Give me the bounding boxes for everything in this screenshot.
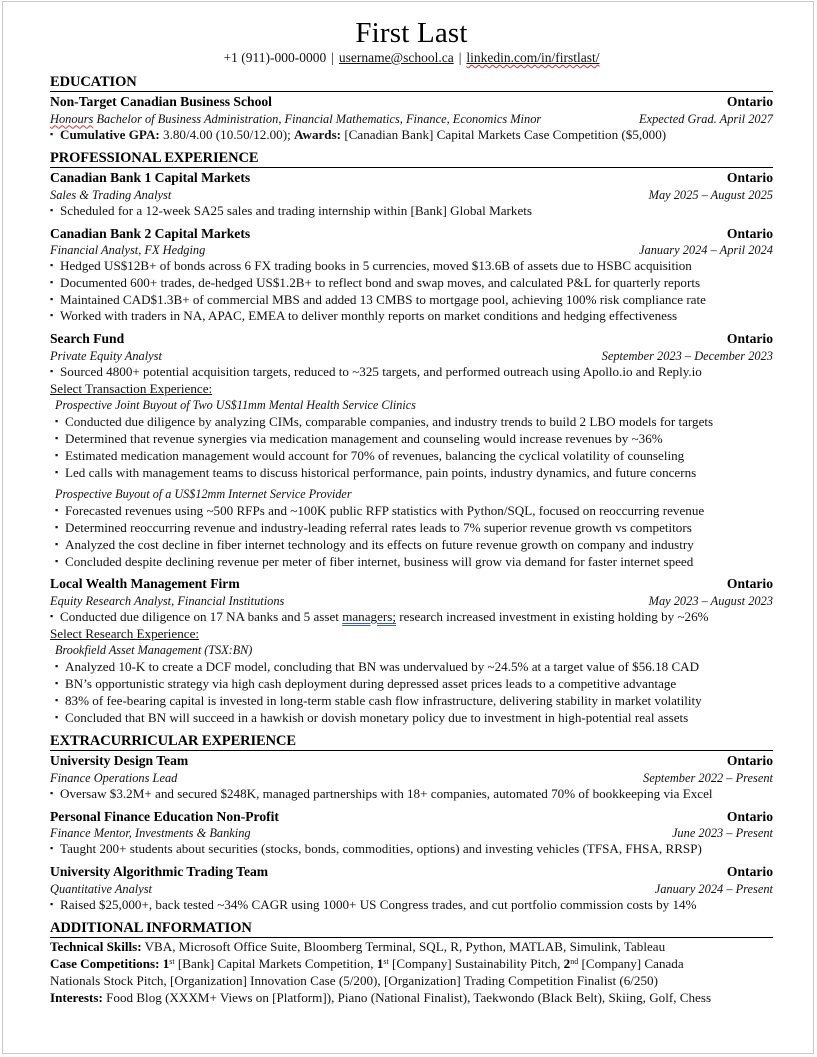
- section-title-professional: PROFESSIONAL EXPERIENCE: [50, 150, 773, 168]
- linkedin-link[interactable]: [466, 50, 599, 65]
- linkedin-text: linkedin.com/in/firstlast/: [466, 50, 600, 65]
- bullet-icon: ▪: [50, 260, 54, 271]
- case-competitions: [50, 956, 773, 973]
- section-title-education: EDUCATION: [50, 74, 773, 92]
- school-location: Ontario: [726, 94, 773, 109]
- skills-value: VBA, Microsoft Office Suite, Bloomberg Terminal, SQL, R, Python, MATLAB, Simulink, Tableau: [141, 939, 666, 955]
- bullet-item: [50, 258, 773, 275]
- bullet-item: [55, 431, 773, 448]
- bullet-item: [50, 897, 773, 914]
- extracurricular-entry: [50, 752, 773, 802]
- extracurricular-section: [50, 733, 773, 913]
- location: Ontario: [726, 576, 773, 592]
- education-entry: [50, 93, 773, 143]
- case-text: [Company] Sustainability Pitch,: [388, 956, 564, 972]
- school-name: Non-Target Canadian Business School: [50, 94, 272, 109]
- case-text: [Bank] Capital Markets Competition,: [174, 956, 377, 972]
- bullet-item: [55, 465, 773, 482]
- bullet-icon: ▪: [55, 505, 59, 516]
- project-bullets: [50, 503, 773, 570]
- subheading: Select Research Experience:: [50, 625, 200, 641]
- degree: [50, 111, 541, 127]
- bullet-text: Concluded despite declining revenue per meter of fiber internet, business will grow via demand for faster internet speed: [65, 553, 694, 569]
- rank-suffix: st: [169, 957, 175, 967]
- location: Ontario: [726, 808, 773, 824]
- case-text: [Company] Canada: [578, 956, 684, 972]
- interests-label: Interests:: [50, 989, 103, 1005]
- employer: Local Wealth Management Firm: [50, 576, 240, 592]
- contact-line: [50, 49, 773, 67]
- location: Ontario: [726, 331, 773, 347]
- additional-section: [50, 920, 773, 1006]
- bullet-text: Analyzed the cost decline in fiber internet technology and its effects on future revenue growth on company and industry: [65, 536, 694, 552]
- role-title: Finance Operations Lead: [50, 770, 178, 785]
- interests: [50, 990, 773, 1007]
- interests-value: Food Blog (XXXM+ Views on [Platform]), Piano (National Finalist), Taekwondo (Black Belt), Skiing, Golf, Chess: [102, 989, 712, 1005]
- awards-label: Awards:: [294, 126, 342, 142]
- bullet-item: [55, 503, 773, 520]
- bullet-text: Led calls with management teams to discuss historical performance, pain points, industry dynamics, and future concerns: [65, 464, 697, 480]
- awards-value: [Canadian Bank] Capital Markets Case Competition ($5,000): [341, 126, 667, 142]
- cases-label: Case Competitions:: [50, 956, 160, 972]
- bullet-icon: ▪: [55, 661, 59, 672]
- bullet-text: Raised $25,000+, back tested ~34% CAGR using 1000+ US Congress trades, and cut portfolio commission costs by 14%: [60, 896, 697, 912]
- rank: 1: [162, 956, 170, 972]
- bullet-text: Determined reoccurring revenue and industry-leading referral rates leads to 7% superior revenue growth vs competitors: [65, 519, 692, 535]
- bullet-icon: ▪: [50, 128, 54, 139]
- role-dates: September 2022 – Present: [643, 770, 773, 785]
- bullet-icon: ▪: [50, 787, 54, 798]
- extracurricular-entry: [50, 808, 773, 858]
- bullet-item: [55, 520, 773, 537]
- rank-suffix: st: [383, 957, 389, 967]
- bullet-text: Concluded that BN will succeed in a hawkish or dovish monetary policy due to investment in high-potential real assets: [65, 709, 689, 725]
- bullet-icon: ▪: [50, 276, 54, 287]
- bullet-text: [60, 609, 709, 626]
- bullet-text: 83% of fee-bearing capital is invested in long-term stable cash flow infrastructure, delivering stability in market volatility: [65, 692, 702, 708]
- bullet-item: [55, 676, 773, 693]
- project-bullets: [50, 659, 773, 726]
- bullet-text: Conducted due diligence by analyzing CIMs, comparable companies, and industry trends to build 2 LBO models for targets: [65, 414, 714, 430]
- rank-suffix: nd: [570, 957, 579, 967]
- bullet-icon: ▪: [55, 521, 59, 532]
- project-title: Prospective Buyout of a US$12mm Internet Service Provider: [55, 487, 352, 502]
- bullet-item: [55, 448, 773, 465]
- section-title-extracurricular: EXTRACURRICULAR EXPERIENCE: [50, 733, 773, 751]
- bullet-icon: ▪: [50, 204, 54, 215]
- project-title: Brookfield Asset Management (TSX:BN): [55, 643, 253, 658]
- bullet-text: Hedged US$12B+ of bonds across 6 FX trading books in 5 currencies, moved $13.6B of assets due to HSBC acquisition: [60, 258, 692, 274]
- bullet-item: [55, 710, 773, 727]
- location: Ontario: [726, 864, 773, 880]
- bullet-item: [55, 659, 773, 676]
- bullet-icon: ▪: [55, 555, 59, 566]
- section-title-additional: ADDITIONAL INFORMATION: [50, 920, 773, 938]
- bullet-icon: ▪: [50, 843, 54, 854]
- resume-page: [2, 1, 814, 1054]
- bullet-icon: ▪: [50, 898, 54, 909]
- bullet-text: Taught 200+ students about securities (stocks, bonds, commodities, options) and investing vehicles (TFSA, FHSA, RRSP): [60, 841, 702, 857]
- job-title: Private Equity Analyst: [50, 348, 162, 363]
- bullet-item: [50, 308, 773, 325]
- location: Ontario: [726, 170, 773, 186]
- organization: Personal Finance Education Non-Profit: [50, 808, 279, 824]
- employer: Canadian Bank 1 Capital Markets: [50, 170, 251, 186]
- location: Ontario: [726, 225, 773, 241]
- bullet-icon: ▪: [50, 293, 54, 304]
- bullet-item: [55, 537, 773, 554]
- experience-entry: [50, 575, 773, 726]
- bullet-item: [55, 693, 773, 710]
- gpa-value: 3.80/4.00 (10.50/12.00);: [159, 126, 294, 142]
- bullet-text-pre: Conducted due diligence on 17 NA banks and 5 asset: [60, 608, 343, 624]
- rank: 2: [563, 956, 571, 972]
- employer: Search Fund: [50, 331, 125, 347]
- experience-entry: [50, 330, 773, 570]
- bullet-text: Maintained CAD$1.3B+ of commercial MBS and added 13 CMBS to mortgage pool, achieving 100% risk compliance rate: [60, 291, 706, 307]
- skills-label: Technical Skills:: [50, 939, 142, 955]
- role-dates: January 2024 – Present: [654, 881, 773, 896]
- gpa-awards-bullet: [50, 127, 773, 144]
- bullet-text: BN’s opportunistic strategy via high cash deployment during depressed asset prices leads to a competitive advantage: [65, 676, 677, 692]
- bullet-text: Analyzed 10-K to create a DCF model, concluding that BN was undervalued by ~24.5% at a target value of $56.18 CAD: [65, 659, 700, 675]
- bullet-item: [50, 841, 773, 858]
- bullet-text: Worked with traders in NA, APAC, EMEA to deliver monthly reports on market conditions and hedging effectiveness: [60, 308, 678, 324]
- degree-rest: Bachelor of Business Administration, Financial Mathematics, Finance, Economics Minor: [93, 111, 542, 126]
- bullet-text: Forecasted revenues using ~500 RFPs and ~100K public RFP statistics with Python/SQL, focused on reoccurring revenue: [65, 503, 705, 519]
- gpa-label: Cumulative GPA:: [60, 126, 160, 142]
- project-bullets: [50, 414, 773, 481]
- organization: University Design Team: [50, 753, 189, 769]
- bullet-text: Sourced 4800+ potential acquisition targets, reduced to ~325 targets, and performed outreach using Apollo.io and Reply.io: [60, 363, 702, 379]
- education-section: [50, 74, 773, 143]
- bullet-item: [55, 414, 773, 431]
- bullet-icon: ▪: [55, 449, 59, 460]
- case-competitions-continued: Nationals Stock Pitch, [Organization] Innovation Case (5/200), [Organization] Trading Competition Finalist (6/250): [50, 972, 658, 988]
- location: Ontario: [726, 753, 773, 769]
- bullet-icon: ▪: [50, 310, 54, 321]
- role-title: Quantitative Analyst: [50, 881, 152, 896]
- bullet-text: Determined that revenue synergies via medication management and counseling would increase revenues by ~36%: [65, 430, 663, 446]
- organization: University Algorithmic Trading Team: [50, 864, 269, 880]
- bullet-item: [50, 203, 773, 220]
- experience-entry: [50, 169, 773, 219]
- bullet-item: [50, 275, 773, 292]
- bullet-icon: ▪: [55, 538, 59, 549]
- bullet-icon: ▪: [55, 678, 59, 689]
- bullet-item: [50, 609, 773, 626]
- employer: Canadian Bank 2 Capital Markets: [50, 225, 251, 241]
- grad-date: Expected Grad. April 2027: [639, 111, 773, 126]
- bullet-item: [50, 786, 773, 803]
- bullet-icon: ▪: [55, 432, 59, 443]
- job-dates: May 2023 – August 2023: [648, 593, 773, 608]
- separator: |: [331, 50, 334, 65]
- rank: 1: [376, 956, 384, 972]
- bullet-icon: ▪: [50, 365, 54, 376]
- job-title: Financial Analyst, FX Hedging: [50, 243, 206, 258]
- bullet-icon: ▪: [55, 711, 59, 722]
- separator: |: [458, 50, 462, 65]
- project-title: Prospective Joint Buyout of Two US$11mm Mental Health Service Clinics: [55, 398, 416, 413]
- bullet-icon: ▪: [50, 610, 54, 621]
- subheading: Select Transaction Experience:: [50, 380, 213, 396]
- bullet-text: Documented 600+ trades, de-hedged US$1.2B+ to reflect bond and swap moves, and calculated P&L for quarterly reports: [60, 274, 701, 290]
- role-dates: June 2023 – Present: [671, 826, 773, 841]
- experience-entry: [50, 225, 773, 326]
- phone: +1 (911)-000-0000: [223, 50, 327, 65]
- role-title: Finance Mentor, Investments & Banking: [50, 826, 251, 841]
- bullet-item: [55, 554, 773, 571]
- bullet-icon: ▪: [55, 416, 59, 427]
- job-dates: January 2024 – April 2024: [639, 243, 773, 258]
- extracurricular-entry: [50, 863, 773, 913]
- job-title: Sales & Trading Analyst: [50, 187, 172, 202]
- degree-first-word: Honours: [50, 111, 94, 126]
- resume-content: [50, 16, 773, 1007]
- bullet-text-post: research increased investment in existing holding by ~26%: [396, 608, 709, 624]
- professional-section: [50, 150, 773, 726]
- candidate-name: First Last: [355, 17, 468, 49]
- bullet-icon: ▪: [55, 466, 59, 477]
- job-dates: May 2025 – August 2025: [648, 187, 773, 202]
- email-link[interactable]: username@school.ca: [338, 50, 454, 65]
- bullet-icon: ▪: [55, 694, 59, 705]
- technical-skills: [50, 939, 773, 956]
- bullet-text: Estimated medication management would account for 70% of revenues, balancing the cyclical volatility of counseling: [65, 447, 685, 463]
- job-dates: September 2023 – December 2023: [601, 348, 773, 363]
- bullet-text: Oversaw $3.2M+ and secured $248K, managed partnerships with 18+ companies, automated 70% of bookkeeping via Excel: [60, 785, 713, 801]
- bullet-item: [50, 364, 773, 381]
- bullet-text: Scheduled for a 12-week SA25 sales and trading internship within [Bank] Global Markets: [60, 202, 532, 218]
- grammar-flagged-word: managers;: [342, 608, 396, 624]
- bullet-item: [50, 292, 773, 309]
- job-title: Equity Research Analyst, Financial Institutions: [50, 593, 285, 608]
